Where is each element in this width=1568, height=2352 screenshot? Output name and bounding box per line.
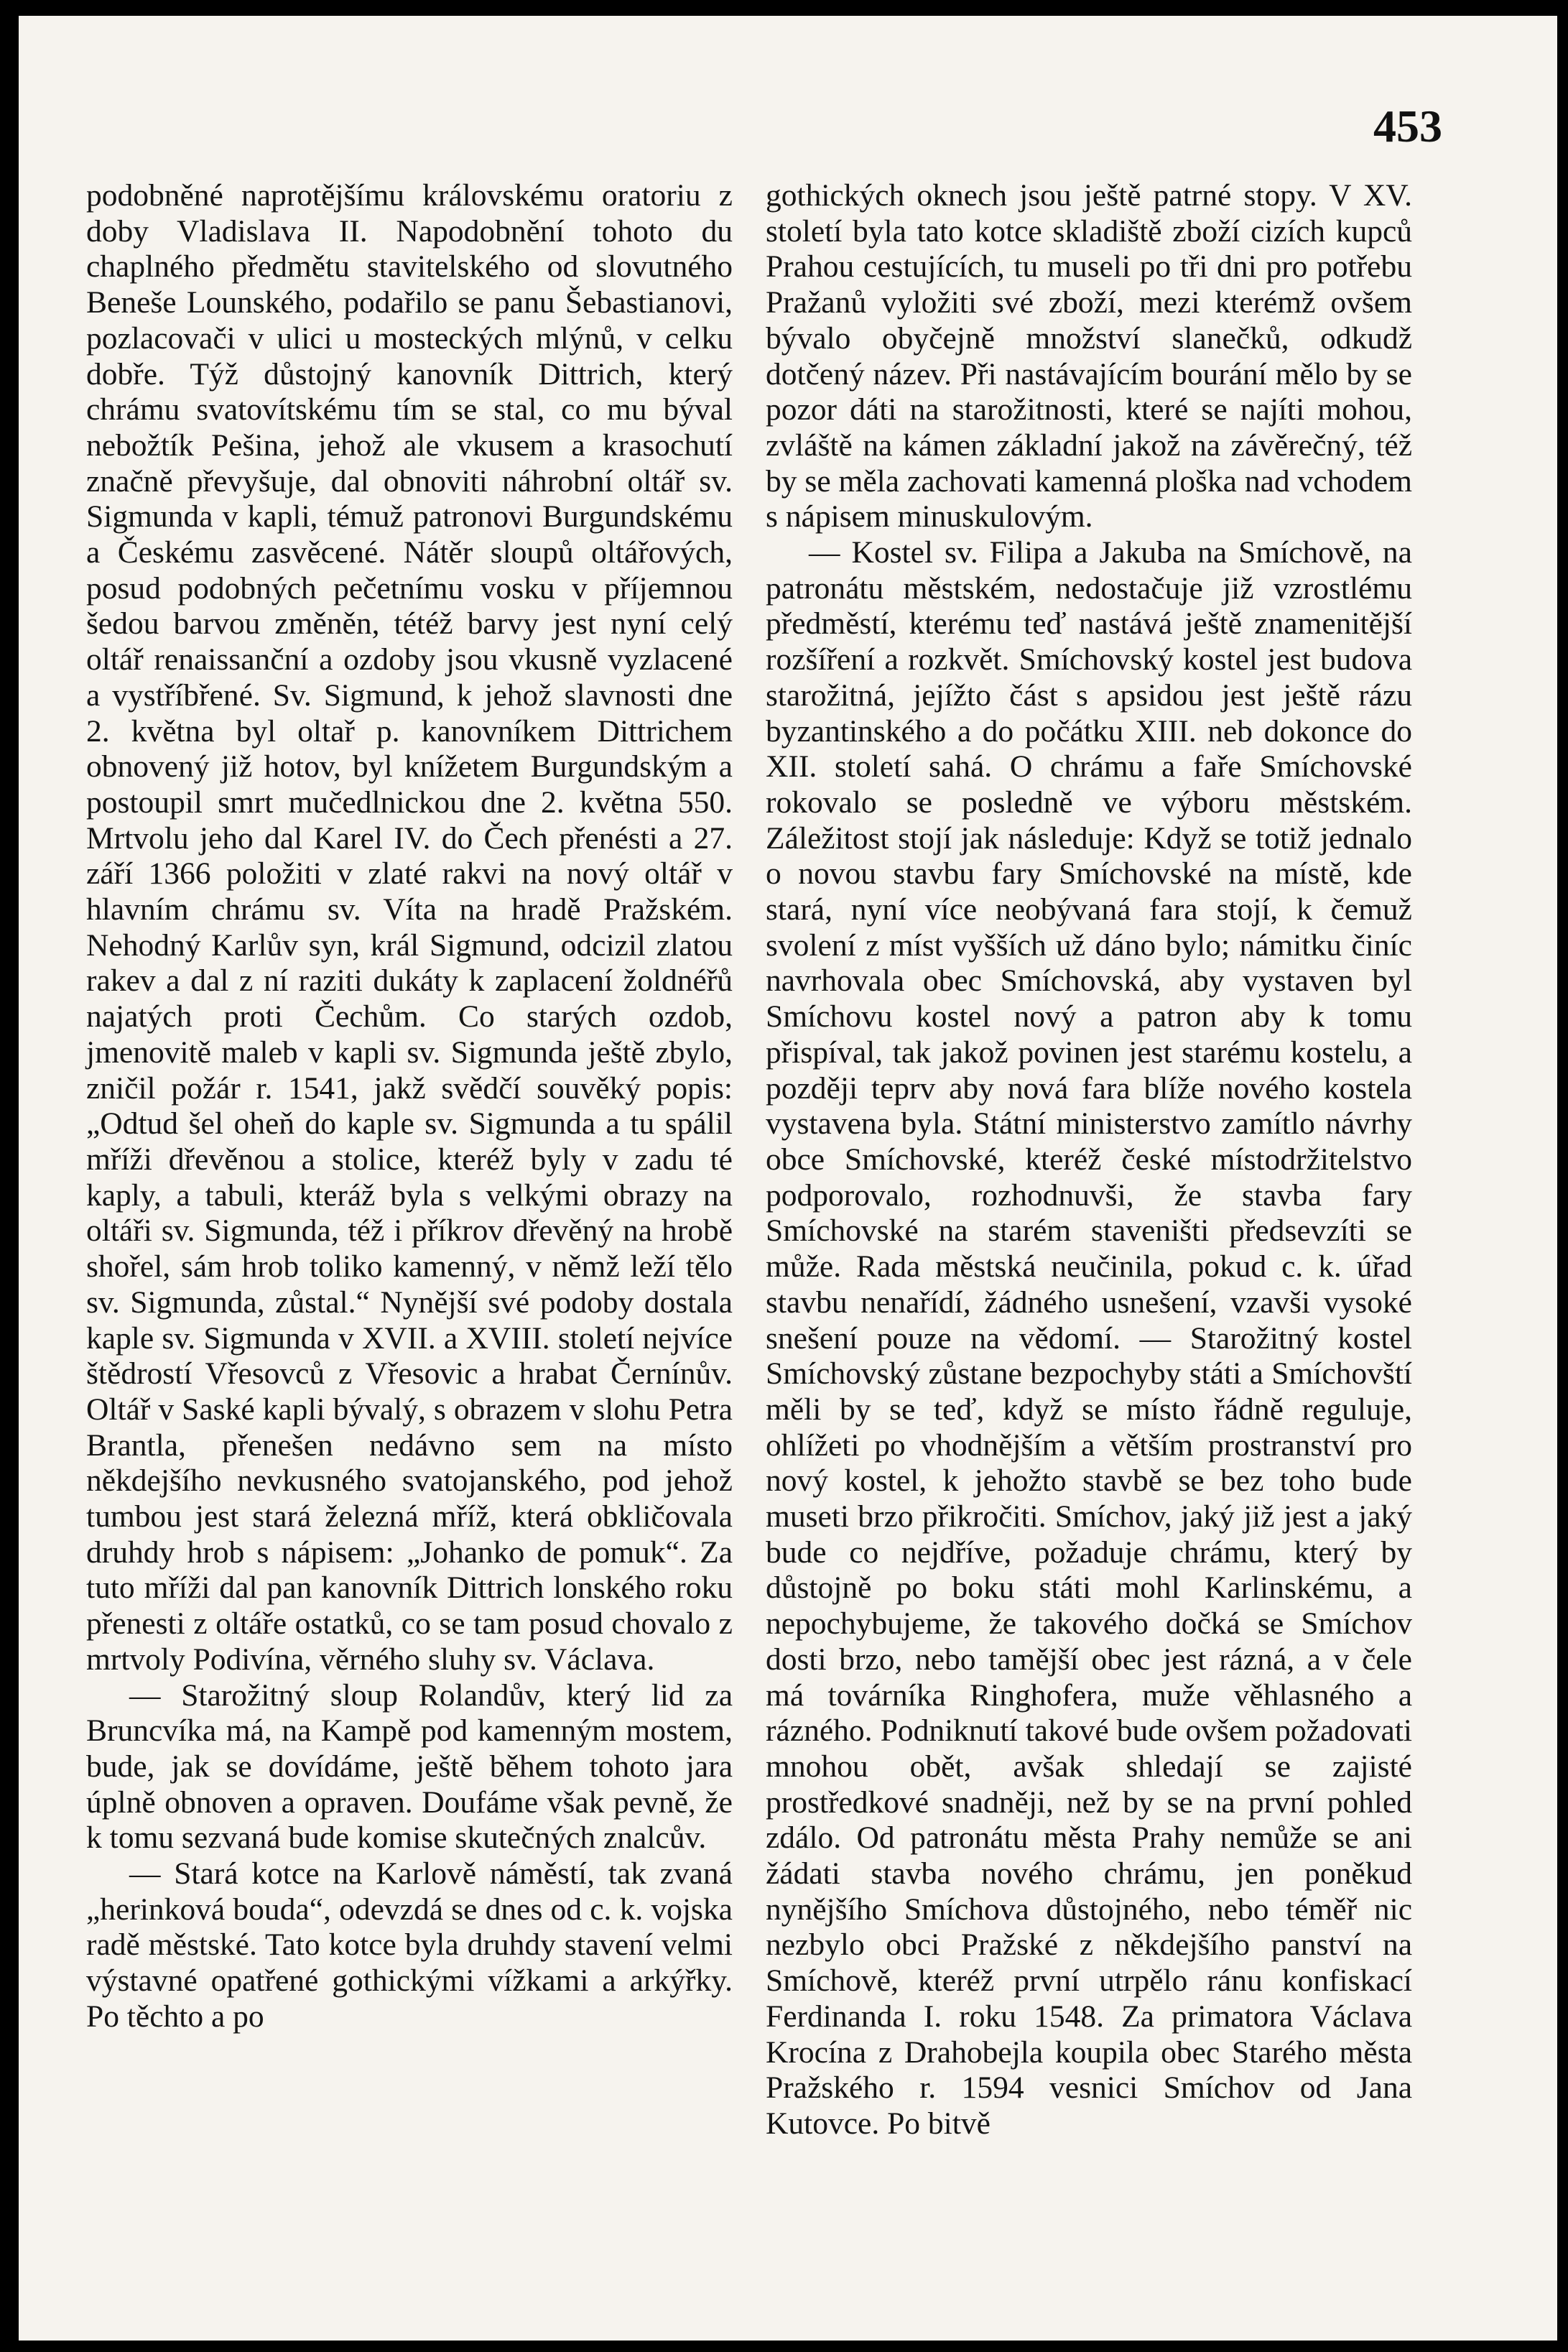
page-number: 453 [1373, 101, 1442, 152]
scanned-page [19, 16, 1557, 2341]
left-paragraph-2: — Starožitný sloup Rolandův, který lid za Bruncvíka má, na Kampě pod kamenným mostem, bude, jak se dovídáme, ještě během tohoto jara úplně obnoven a opraven. Doufáme však pevně, že k tomu sezvaná bude komise skutečných znalcův. [86, 1677, 733, 1856]
right-paragraph-1: gothických oknech jsou ještě patrné stopy. V XV. století byla tato kotce skladiště zboží cizích kupců Prahou cestujících, tu museli po tři dni pro potřebu Pražanů vyložiti své zboží, mezi kterémž ovšem bývalo obyčejně množství slanečků, odkudž dotčený název. Při nastávajícím bourání mělo by se pozor dáti na starožitnosti, které se najíti mohou, zvláště na kámen základní jakož na závěrečný, též by se měla zachovati kamenná ploška nad vchodem s nápisem minuskulovým. [766, 178, 1412, 534]
left-paragraph-3: — Stará kotce na Karlově náměstí, tak zvaná „herinková bouda“, odevzdá se dnes od c. k. vojska radě městské. Tato kotce byla druhdy stavení velmi výstavné opatřené gothickými vížkami a arkýřky. Po těchto a po [86, 1856, 733, 2034]
right-paragraph-2: — Kostel sv. Filipa a Jakuba na Smíchově, na patronátu městském, nedostačuje již vzrostlému předměstí, kterému teď nastává ještě znamenitější rozšíření a rozkvět. Smíchovský kostel jest budova starožitná, jejížto část s apsidou jest ještě rázu byzantinského a do počátku XIII. neb dokonce do XII. století sahá. O chrámu a faře Smíchovské rokovalo se posledně ve výboru městském. Záležitost stojí jak následuje: Když se totiž jednalo o novou stavbu fary Smíchovské na místě, kde stará, nyní více neobývaná fara stojí, k čemuž svolení z míst vyšších už dáno bylo; námitku činíc navrhovala obec Smíchovská, aby vystaven byl Smíchovu kostel nový a patron aby k tomu přispíval, tak jakož povinen jest starému kostelu, a později teprv aby nová fara blíže nového kostela vystavena byla. Státní ministerstvo zamítlo návrhy obce Smíchovské, kteréž české místodržitelstvo podporovalo, rozhodnuvši, že stavba fary Smíchovské na starém staveništi předsevzíti se může. Rada městská neučinila, pokud c. k. úřad stavbu nenařídí, žádného usnešení, vzavši vysoké snešení pouze na vědomí. — Starožitný kostel Smíchovský zůstane bezpochyby státi a Smíchovští měli by se teď, když se místo řádně reguluje, ohlížeti po vhodnějším a větším prostranství pro nový kostel, k jehožto stavbě se bez toho bude museti brzo přikročiti. Smíchov, jaký již jest a jaký bude co nejdříve, požaduje chrámu, který by důstojně po boku státi mohl Karlinskému, a nepochybujeme, že takového dočká se Smíchov dosti brzo, nebo tamější obec jest rázná, a v čele má továrníka Ringhofera, muže věhlasného a rázného. Podniknutí takové bude ovšem požadovati mnohou obět, avšak shledají se zajisté prostředkové snadněji, než by se na první pohled zdálo. Od patronátu města Prahy nemůže se ani žádati stavba nového chrámu, jen poněkud nynějšího Smíchova důstojného, nebo téměř nic nezbylo obci Pražské z někdejšího panství na Smíchově, kteréž první utrpělo ránu konfiskací Ferdinanda I. roku 1548. Za primatora Václava Krocína z Drahobejla koupila obec Starého města Pražského r. 1594 vesnici Smíchov od Jana Kutovce. Po bitvě [766, 535, 1412, 2141]
left-paragraph-1: podobněné naprotějšímu královskému oratoriu z doby Vladislava II. Napodobnění tohoto du chaplného předmětu stavitelského od slovutného Beneše Lounského, podařilo se panu Šebastianovi, pozlacovači v ulici u mosteckých mlýnů, v celku dobře. Týž důstojný kanovník Dittrich, který chrámu svatovítskému tím se stal, co mu býval nebožtík Pešina, jehož ale vkusem a krasochutí značně převyšuje, dal obnoviti náhrobní oltář sv. Sigmunda v kapli, témuž patronovi Burgundskému a Českému zasvěcené. Nátěr sloupů oltářových, posud podobných pečetnímu vosku v příjemnou šedou barvou změněn, tétéž barvy jest nyní celý oltář renaissanční a ozdoby jsou vkusně vyzlacené a vystříbřené. Sv. Sigmund, k jehož slavnosti dne 2. května byl oltař p. kanovníkem Dittrichem obnovený již hotov, byl knížetem Burgundským a postoupil smrt mučedlnickou dne 2. května 550. Mrtvolu jeho dal Karel IV. do Čech přenésti a 27. září 1366 položiti v zlaté rakvi na nový oltář v hlavním chrámu sv. Víta na hradě Pražském. Nehodný Karlův syn, král Sigmund, odcizil zlatou rakev a dal z ní raziti dukáty k zaplacení žoldnéřů najatých proti Čechům. Co starých ozdob, jmenovitě maleb v kapli sv. Sigmunda ještě zbylo, zničil požár r. 1541, jakž svědčí souvěký popis: „Odtud šel oheň do kaple sv. Sigmunda a tu spálil mříži dřevěnou a stolice, kteréž byly v zadu té kaply, a tabuli, kteráž byla s velkými obrazy na oltáři sv. Sigmunda, též i příkrov dřevěný na hrobě shořel, sám hrob toliko kamenný, v němž leží tělo sv. Sigmunda, zůstal.“ Nynější své podoby dostala kaple sv. Sigmunda v XVII. a XVIII. století nejvíce štědrostí Vřesovců z Vřesovic a hrabat Černínův. Oltář v Saské kapli bývalý, s obrazem v slohu Petra Brantla, přenešen nedávno sem na místo někdejšího nevkusného svatojanského, pod jehož tumbou jest stará železná mříž, která obkličovala druhdy hrob s nápisem: „Johanko de pomuk“. Za tuto mříži dal pan kanovník Dittrich lonského roku přenesti z oltáře ostatků, co se tam posud chovalo z mrtvoly Podivína, věrného sluhy sv. Václava. [86, 178, 733, 1677]
right-column [766, 178, 1412, 2142]
left-column [86, 178, 733, 2035]
